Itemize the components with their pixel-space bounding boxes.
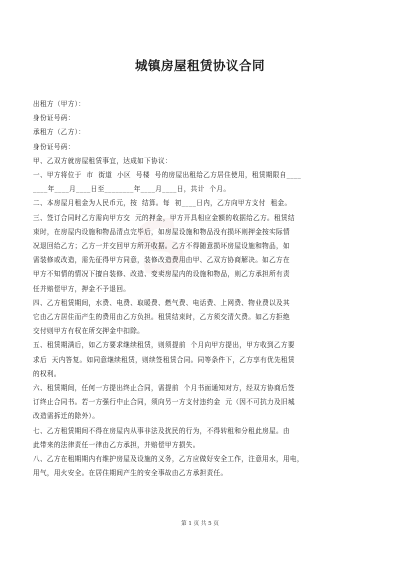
text-line: 任并赔偿甲方，押金不予退回。 bbox=[33, 284, 131, 293]
text-line: 一、甲方将位于 市 街道 小区 号楼 号的房屋出租给乙方居住使用，租赁期限自____ bbox=[33, 171, 302, 180]
text-line: 需装修或改造，需先征得甲方同意，装修改造费用由甲、乙双方协商解决。如乙方在 bbox=[33, 256, 290, 265]
document-body bbox=[33, 97, 371, 480]
text-line: 求后 天内答复。如同意继续租赁，则续签租赁合同。同等条件下，乙方享有优先租赁 bbox=[33, 355, 295, 364]
text-line: 六、租赁期间，任何一方提出终止合同，需提前 个月书面通知对方，经双方协商后签 bbox=[33, 384, 295, 393]
watermark: S bbox=[126, 200, 196, 294]
text-line: 甲、乙双方就房屋租赁事宜，达成如下协议： bbox=[33, 156, 172, 165]
page-title: 城镇房屋租赁协议合同 bbox=[134, 58, 265, 73]
text-line: 二、本房屋月租金为人民币元，按 结算。每 初____日内，乙方向甲方支付 租金。 bbox=[33, 199, 292, 208]
text-line: 甲方不知情的情况下擅自装修、改造、变卖房屋内的设施和物品，则乙方承担所有责 bbox=[33, 270, 290, 279]
text-line: ____年____月____日至________年____月____日，共计 个月。 bbox=[33, 185, 231, 194]
text-line: 三、签订合同时乙方需向甲方交 元的押金，甲方开具相应金额的收据给乙方。租赁结 bbox=[33, 213, 295, 222]
text-line: 的权利。 bbox=[33, 369, 61, 378]
text-line: 况退回给乙方；乙方一并交回甲方所开收据。乙方不得随意损坏房屋设施和物品，如 bbox=[33, 242, 290, 251]
text-line: 八、乙方在租期期内有维护房屋及设施的义务，乙方应做好安全工作，注意用水，用电， bbox=[33, 455, 304, 464]
text-line: 用气，用火安全。在居住期间产生的安全事故由乙方承担责任。 bbox=[33, 469, 228, 478]
text-line: 它由乙方居住而产生的费用由乙方负担。租赁结束时，乙方须交清欠费。如乙方拒绝 bbox=[33, 313, 290, 322]
text-line: 身份证号码： bbox=[33, 142, 75, 151]
text-line: 七、乙方租赁期间不得在房屋内从事非法及扰民的行为，不得转租和分租此房屋。由 bbox=[33, 426, 290, 435]
text-line: 改造需拆迁的除外）。 bbox=[33, 412, 100, 421]
text-line: 五、租赁期满后，如乙方要求继续租赁，则须提前 个月向甲方提出，甲方收到乙方要 bbox=[33, 341, 295, 350]
text-line: 此带来的法律责任一律由乙方承担，并赔偿甲方损失。 bbox=[33, 440, 200, 449]
text-line: 交付则甲方有权在所交押金中扣除。 bbox=[33, 327, 145, 336]
text-line: 四、乙方租赁期间，水费、电费、取暖费、燃气费、电话费、上网费、物业费以及其 bbox=[33, 298, 290, 307]
text-line: 身份证号码： bbox=[33, 114, 75, 123]
page-number: 第 1 页 共 5 页 bbox=[181, 521, 219, 527]
text-line: 订终止合同书。若一方强行中止合同，须向另一方支付违约金 元（因不可抗力及旧城 bbox=[33, 398, 295, 407]
text-line: 出租方（甲方）： bbox=[33, 100, 86, 108]
text-line: 承租方（乙方）： bbox=[33, 128, 86, 137]
text-line: 束时，在房屋内设施和物品清点完毕后，如房屋设施和物品没有损坏则押金按实际情 bbox=[33, 227, 290, 236]
